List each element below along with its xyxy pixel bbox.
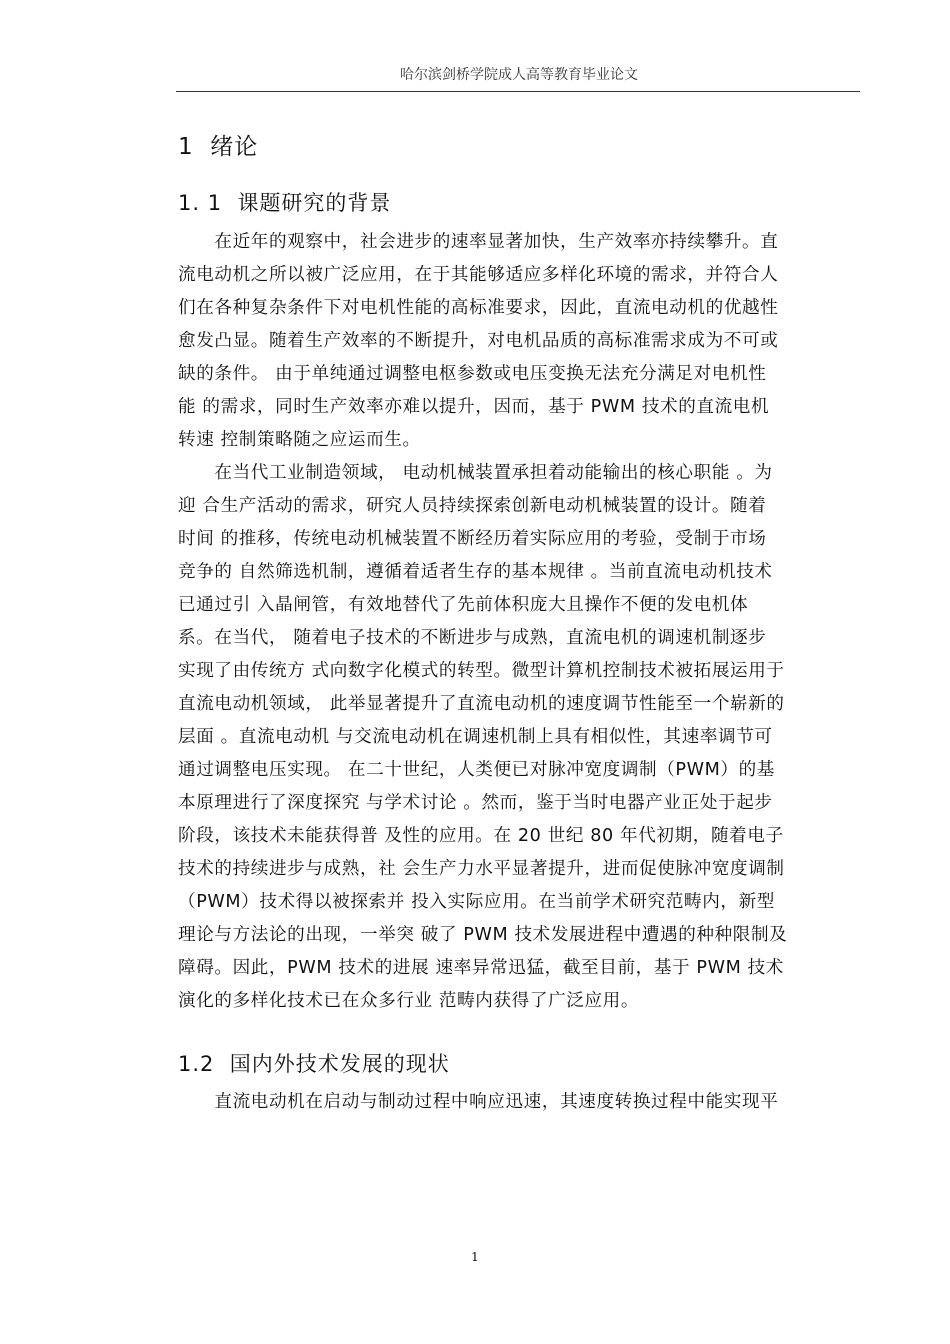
text-line: 通过调整电压实现。 在二十世纪，人类便已对脉冲宽度调制（PWM）的基: [178, 760, 775, 780]
text-line: 缺的条件。 由于单纯通过调整电枢参数或电压变换无法充分满足对电机性: [178, 364, 767, 384]
text-line: 竞争的 自然筛选机制，遵循着适者生存的基本规律 。当前直流电动机技术: [178, 562, 773, 582]
text-line: 在当代工业制造领域， 电动机械装置承担着动能输出的核心职能 。为: [178, 463, 773, 483]
text-line: 已通过引 入晶闸管，有效地替代了先前体积庞大且操作不便的发电机体: [178, 595, 749, 615]
text-line: （PWM）技术得以被探索并 投入实际应用。在当前学术研究范畴内，新型: [178, 892, 775, 912]
section-number: 1. 1: [178, 191, 223, 215]
section-title: 课题研究的背景: [237, 191, 392, 215]
text-line: 愈发凸显。随着生产效率的不断提升，对电机品质的高标准需求成为不可或: [178, 331, 779, 351]
text-line: 演化的多样化技术已在众多行业 范畴内获得了广泛应用。: [178, 991, 640, 1011]
text-line: 层面 。直流电动机 与交流电动机在调速机制上具有相似性，其速率调节可: [178, 727, 773, 747]
text-line: 直流电动机在启动与制动过程中响应迅速，其速度转换过程中能实现平: [178, 1092, 779, 1112]
text-line: 时间 的推移，传统电动机械装置不断经历着实际应用的考验，受制于市场: [178, 529, 767, 549]
header-rule: [176, 91, 860, 92]
section-number: 1.2: [178, 1052, 215, 1076]
chapter-heading: [178, 128, 258, 161]
chapter-title: 绪论: [210, 134, 259, 160]
text-line: 在近年的观察中，社会进步的速率显著加快，生产效率亦持续攀升。直: [178, 232, 779, 252]
text-line: 技术的持续进步与成熟，社 会生产力水平显著提升，进而促使脉冲宽度调制: [178, 859, 785, 879]
paragraph-1-1-b: [178, 457, 850, 1018]
text-line: 阶段，该技术未能获得普 及性的应用。在 20 世纪 80 年代初期，随着电子: [178, 826, 784, 846]
text-line: 实现了由传统方 式向数字化模式的转型。微型计算机控制技术被拓展运用于: [178, 661, 785, 681]
text-line: 系。在当代， 随着电子技术的不断进步与成熟，直流电机的调速机制逐步: [178, 628, 767, 648]
text-line: 迎 合生产活动的需求，研究人员持续探索创新电动机械装置的设计。随着: [178, 496, 767, 516]
text-line: 本原理进行了深度探究 与学术讨论 。然而，鉴于当时电器产业正处于起步: [178, 793, 773, 813]
text-line: 直流电动机领域， 此举显著提升了直流电动机的速度调节性能至一个崭新的: [178, 694, 785, 714]
chapter-number: 1: [178, 134, 194, 160]
section-heading-1-2: [178, 1048, 450, 1078]
text-line: 们在各种复杂条件下对电机性能的高标准要求，因此，直流电动机的优越性: [178, 298, 779, 318]
paragraph-1-1-a: [178, 226, 850, 457]
text-line: 转速 控制策略随之应运而生。: [178, 430, 421, 450]
text-line: 理论与方法论的出现，一举突 破了 PWM 技术发展进程中遭遇的种种限制及: [178, 925, 788, 945]
page-number: 1: [471, 1250, 479, 1264]
text-line: 障碍。因此，PWM 技术的进展 速率异常迅猛，截至目前，基于 PWM 技术: [178, 958, 784, 978]
section-heading-1-1: [178, 187, 391, 217]
text-line: 能 的需求，同时生产效率亦难以提升，因而，基于 PWM 技术的直流电机: [178, 397, 770, 417]
running-header: 哈尔滨剑桥学院成人高等教育毕业论文: [400, 67, 638, 83]
text-line: 流电动机之所以被广泛应用，在于其能够适应多样化环境的需求，并符合人: [178, 265, 779, 285]
paragraph-1-2-a: [178, 1086, 850, 1119]
section-title: 国内外技术发展的现状: [229, 1052, 450, 1076]
